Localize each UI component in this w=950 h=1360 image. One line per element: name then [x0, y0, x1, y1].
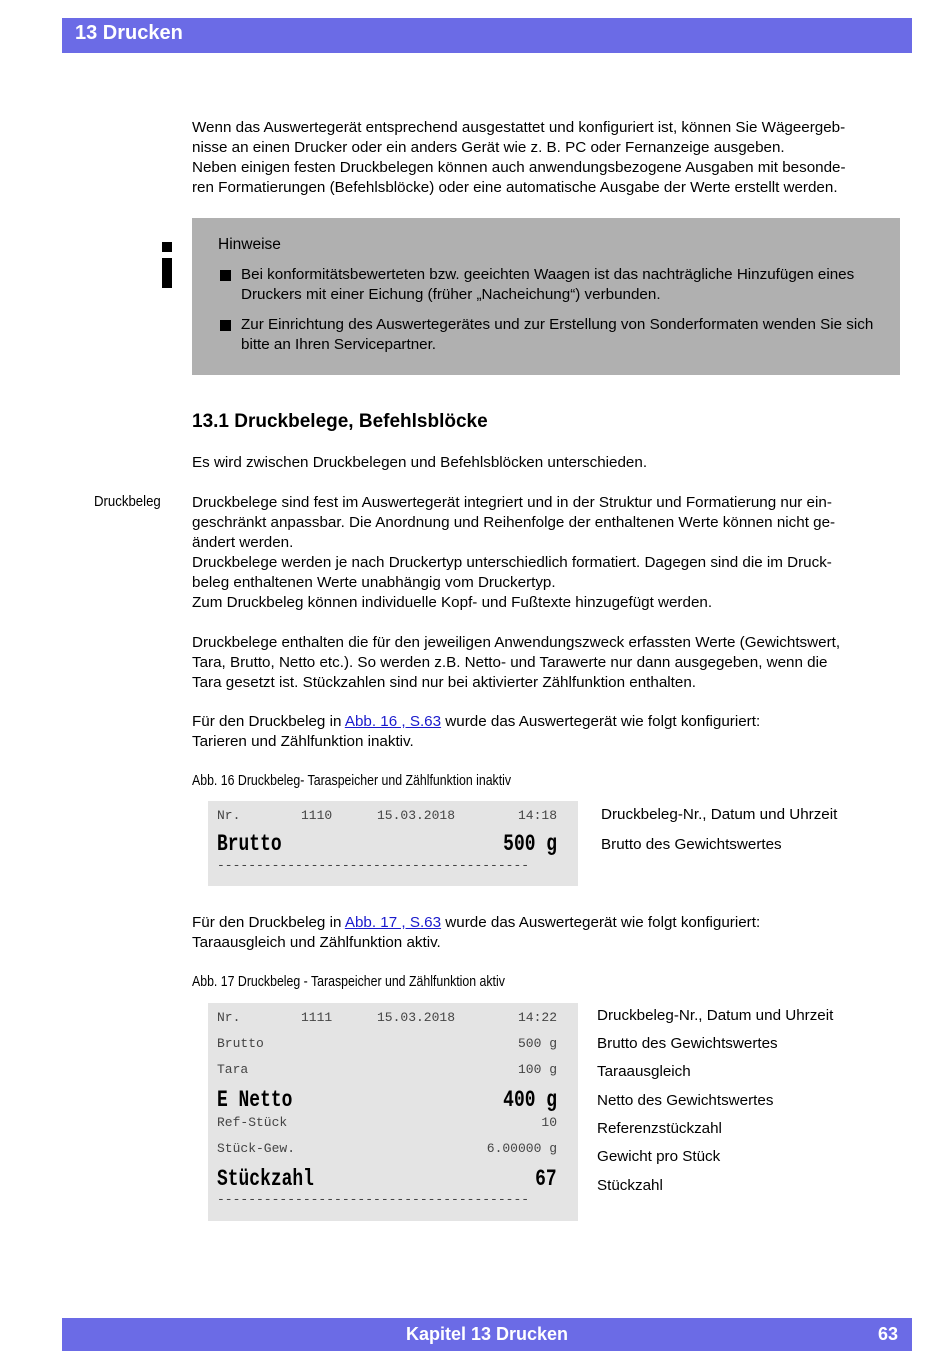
receipt-time: 14:22 — [517, 1010, 557, 1025]
info-icon — [160, 242, 174, 288]
fig16-link[interactable]: Abb. 16 , S.63 — [344, 713, 442, 730]
receipt-date: 15.03.2018 — [377, 808, 456, 823]
fig16-intro-text: Für den Druckbeleg in — [192, 713, 345, 730]
note-box — [192, 218, 900, 375]
paragraph-line: Druckbelege werden je nach Druckertyp unterschiedlich formatiert. Dagegen sind die im Druck- — [192, 554, 832, 571]
receipt-count-value: 67 — [535, 1166, 557, 1192]
side-label: Druckbeleg — [94, 493, 161, 510]
paragraph-line: Tara gesetzt ist. Stückzahlen sind nur bei aktivierter Zählfunktion enthalten. — [192, 674, 696, 691]
receipt-gew-label: Stück-Gew. — [217, 1141, 296, 1156]
section-heading: 13.1 Druckbelege, Befehlsblöcke — [192, 411, 488, 432]
note-list — [218, 265, 878, 365]
fig17-label: Netto des Gewichtswertes — [597, 1092, 774, 1109]
receipt-ref-label: Ref-Stück — [217, 1115, 288, 1130]
fig17-link[interactable]: Abb. 17 , S.63 — [344, 914, 442, 931]
bullet-square-icon — [220, 320, 231, 331]
intro-line: nisse an einen Drucker oder ein anders Gerät wie z. B. PC oder Fernanzeige ausgeben. — [192, 139, 785, 156]
receipt-netto-value: 400 g — [503, 1087, 557, 1113]
paragraph-line: Tara, Brutto, Netto etc.). So werden z.B. Netto- und Tarawerte nur dann ausgegeben, wenn die — [192, 654, 828, 671]
intro-line: Neben einigen festen Druckbelegen können auch anwendungsbezogene Ausgaben mit besonde- — [192, 159, 846, 176]
footer-chapter: Kapitel 13 Drucken — [405, 1324, 569, 1344]
fig17-intro-line2: Taraausgleich und Zählfunktion aktiv. — [192, 934, 441, 951]
receipt-tara-value: 100 g — [517, 1062, 557, 1077]
fig16-intro-line2: Tarieren und Zählfunktion inaktiv. — [192, 733, 414, 750]
receipt-ref-value: 10 — [541, 1115, 557, 1130]
receipt-tara-label: Tara — [217, 1062, 249, 1077]
receipt-nr-label: Nr. — [217, 1010, 241, 1025]
chapter-title: 13 Drucken — [75, 22, 183, 44]
receipt-brutto-label: Brutto — [217, 1036, 264, 1051]
receipt-netto-label: E Netto — [217, 1087, 293, 1113]
fig17-label: Referenzstückzahl — [597, 1120, 722, 1137]
receipt-brutto-value: 500 g — [517, 1036, 557, 1051]
fig16-intro — [192, 712, 900, 752]
fig16-receipt — [208, 801, 578, 886]
receipt-date: 15.03.2018 — [377, 1010, 456, 1025]
fig17-label: Brutto des Gewichtswertes — [597, 1035, 778, 1052]
fig17-label: Gewicht pro Stück — [597, 1148, 721, 1165]
page-number: 63 — [877, 1324, 898, 1344]
paragraph-line: geschränkt anpassbar. Die Anordnung und Reihenfolge der enthaltenen Werte können nicht ge- — [192, 514, 836, 531]
fig17-intro-text: wurde das Auswertegerät wie folgt konfiguriert: — [441, 914, 761, 931]
fig16-caption: Abb. 16 Druckbeleg- Taraspeicher und Zählfunktion inaktiv — [192, 773, 512, 789]
intro-paragraph — [192, 118, 900, 198]
paragraph-line: beleg enthaltenen Werte unabhängig vom Druckertyp. — [192, 574, 556, 591]
note-item-text: Bei konformitätsbewerteten bzw. geeichten Waagen ist das nachträgliche Hinzufügen eines Druckers mit einer Eichung (früher „Nacheichung“) verbunden. — [241, 266, 855, 303]
fig17-intro — [192, 913, 900, 953]
receipt-separator: ---------------------------------------- — [217, 858, 530, 873]
fig17-caption: Abb. 17 Druckbeleg - Taraspeicher und Zählfunktion aktiv — [192, 974, 505, 990]
note-item-text: Zur Einrichtung des Auswertegerätes und zur Erstellung von Sonderformaten wenden Sie sich bitte an Ihren Servicepartner. — [241, 316, 874, 353]
receipt-brutto-label: Brutto — [217, 831, 282, 857]
intro-line: Wenn das Auswertegerät entsprechend ausgestattet und konfiguriert ist, können Sie Wägeergeb- — [192, 119, 846, 136]
fig16-intro-text: wurde das Auswertegerät wie folgt konfiguriert: — [441, 713, 761, 730]
paragraph-line: Zum Druckbeleg können individuelle Kopf- und Fußtexte hinzugefügt werden. — [192, 594, 713, 611]
fig17-label: Druckbeleg-Nr., Datum und Uhrzeit — [597, 1007, 834, 1024]
receipt-nr-label: Nr. — [217, 808, 241, 823]
intro-line: ren Formatierungen (Befehlsblöcke) oder eine automatische Ausgabe der Werte erstellt werden. — [192, 179, 838, 196]
bullet-square-icon — [220, 270, 231, 281]
paragraph-line: Druckbelege enthalten die für den jeweiligen Anwendungszweck erfassten Werte (Gewichtswert, — [192, 634, 841, 651]
receipt-separator: ---------------------------------------- — [217, 1192, 530, 1207]
fig16-label: Druckbeleg-Nr., Datum und Uhrzeit — [601, 806, 838, 823]
receipt-count-label: Stückzahl — [217, 1166, 314, 1192]
page-footer — [62, 1318, 912, 1351]
fig17-intro-text: Für den Druckbeleg in — [192, 914, 345, 931]
chapter-header — [62, 18, 912, 53]
fig17-label: Stückzahl — [597, 1177, 663, 1194]
receipt-nr: 1111 — [301, 1010, 333, 1025]
receipt-gew-value: 6.00000 g — [486, 1141, 557, 1156]
section-lead: Es wird zwischen Druckbelegen und Befehlsblöcken unterschieden. — [192, 454, 648, 471]
note-item — [218, 315, 878, 355]
paragraph-line: Druckbelege sind fest im Auswertegerät integriert und in der Struktur und Formatierung nur ein- — [192, 494, 832, 511]
paragraph-line: ändert werden. — [192, 534, 294, 551]
note-item — [218, 265, 878, 305]
fig17-label: Taraausgleich — [597, 1063, 691, 1080]
section-paragraph-1 — [192, 493, 900, 613]
receipt-nr: 1110 — [301, 808, 333, 823]
fig17-receipt — [208, 1003, 578, 1221]
fig16-label: Brutto des Gewichtswertes — [601, 836, 782, 853]
section-paragraph-2 — [192, 633, 900, 693]
receipt-brutto-value: 500 g — [503, 831, 557, 857]
note-title: Hinweise — [218, 236, 281, 253]
receipt-time: 14:18 — [517, 808, 557, 823]
